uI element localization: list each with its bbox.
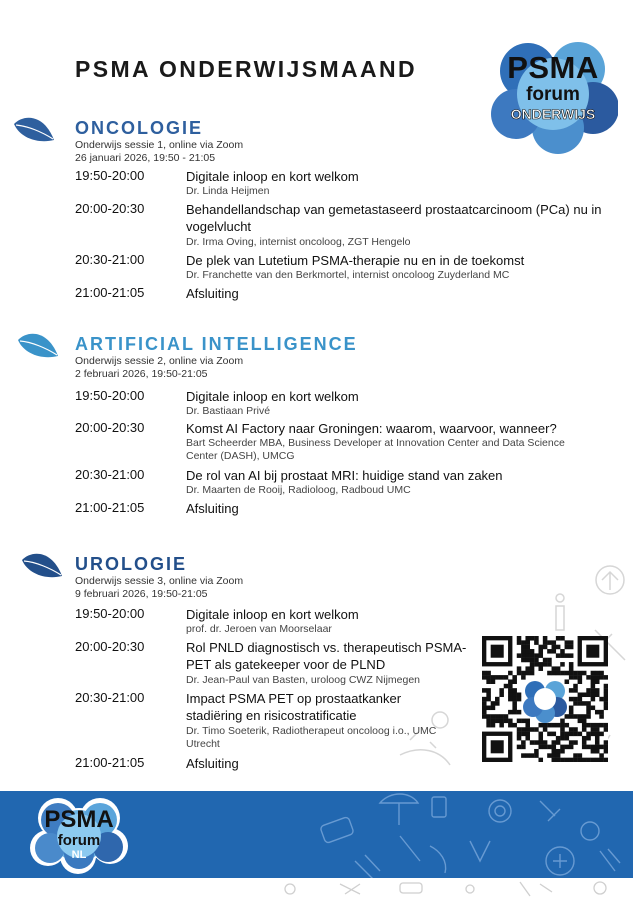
psma-forum-nl-logo (28, 794, 130, 874)
logo-text-forum: forum (526, 84, 580, 105)
item-time: 19:50-20:00 (75, 168, 145, 183)
leaf-icon (12, 114, 56, 144)
item-title: Komst AI Factory naar Groningen: waarom, waarvoor, wanneer? (186, 421, 557, 436)
item-title: De rol van AI bij prostaat MRI: huidige stand van zaken (186, 468, 503, 483)
section-date: 26 januari 2026, 19:50 - 21:05 (75, 152, 216, 164)
logo-text-onderwijs: ONDERWIJS (510, 106, 596, 122)
item-speaker: Dr. Jean-Paul van Basten, uroloog CWZ Nijmegen (186, 674, 421, 686)
item-title: Afsluiting (186, 501, 239, 516)
item-speaker: Dr. Timo Soeterik, Radiotherapeut oncoloog i.o., UMC Utrecht (186, 725, 437, 750)
item-time: 20:30-21:00 (75, 690, 145, 705)
item-speaker: Dr. Franchette van den Berkmortel, internist oncoloog Zuyderland MC (186, 269, 510, 281)
leaf-icon (16, 330, 60, 360)
section-date: 9 februari 2026, 19:50-21:05 (75, 588, 208, 600)
item-title: Impact PSMA PET op prostaatkanker stadiëring en risicostratificatie (186, 691, 402, 723)
section-date: 2 februari 2026, 19:50-21:05 (75, 368, 208, 380)
psma-forum-onderwijs-logo (488, 36, 618, 154)
item-speaker: Dr. Irma Oving, internist oncoloog, ZGT Hengelo (186, 236, 411, 248)
logo-text-forum: forum (57, 832, 101, 849)
item-time: 20:00-20:30 (75, 420, 145, 435)
section-title: UROLOGIE (75, 554, 188, 574)
item-title: De plek van Lutetium PSMA-therapie nu en in de toekomst (186, 253, 525, 268)
item-speaker: Bart Scheerder MBA, Business Developer at Innovation Center and Data Science Center (DASH), UMCG (186, 437, 565, 462)
logo-text-psma: PSMA (507, 50, 599, 85)
section-title: ARTIFICIAL INTELLIGENCE (75, 334, 358, 354)
qr-code[interactable] (482, 636, 608, 762)
logo-text-psma: PSMA (44, 806, 114, 833)
item-title: Digitale inloop en kort welkom (186, 607, 359, 622)
section-subtitle: Onderwijs sessie 3, online via Zoom (75, 575, 244, 587)
item-title: Afsluiting (186, 286, 239, 301)
item-title: Digitale inloop en kort welkom (186, 169, 359, 184)
item-time: 20:00-20:30 (75, 201, 145, 216)
section-subtitle: Onderwijs sessie 1, online via Zoom (75, 139, 244, 151)
item-time: 19:50-20:00 (75, 606, 145, 621)
item-speaker: Dr. Linda Heijmen (186, 185, 270, 197)
leaf-icon (20, 550, 64, 580)
item-time: 21:00-21:05 (75, 755, 145, 770)
item-time: 21:00-21:05 (75, 500, 145, 515)
section-subtitle: Onderwijs sessie 2, online via Zoom (75, 355, 244, 367)
page-title: PSMA ONDERWIJSMAAND (75, 56, 418, 82)
item-speaker: Dr. Maarten de Rooij, Radioloog, Radboud UMC (186, 484, 411, 496)
item-title: Digitale inloop en kort welkom (186, 389, 359, 404)
item-time: 19:50-20:00 (75, 388, 145, 403)
item-time: 20:30-21:00 (75, 467, 145, 482)
item-time: 21:00-21:05 (75, 285, 145, 300)
item-title: Behandellandschap van gemetastaseerd prostaatcarcinoom (PCa) nu in vogelvlucht (186, 202, 602, 234)
item-title: Rol PNLD diagnostisch vs. therapeutisch PSMA-PET als gatekeeper voor de PLND (186, 640, 467, 672)
item-time: 20:00-20:30 (75, 639, 145, 654)
item-speaker: Dr. Bastiaan Privé (186, 405, 271, 417)
section-title: ONCOLOGIE (75, 118, 204, 138)
item-time: 20:30-21:00 (75, 252, 145, 267)
footer-strip (0, 878, 633, 900)
logo-text-nl: NL (71, 849, 87, 861)
item-title: Afsluiting (186, 756, 239, 771)
item-speaker: prof. dr. Jeroen van Moorselaar (186, 623, 332, 635)
